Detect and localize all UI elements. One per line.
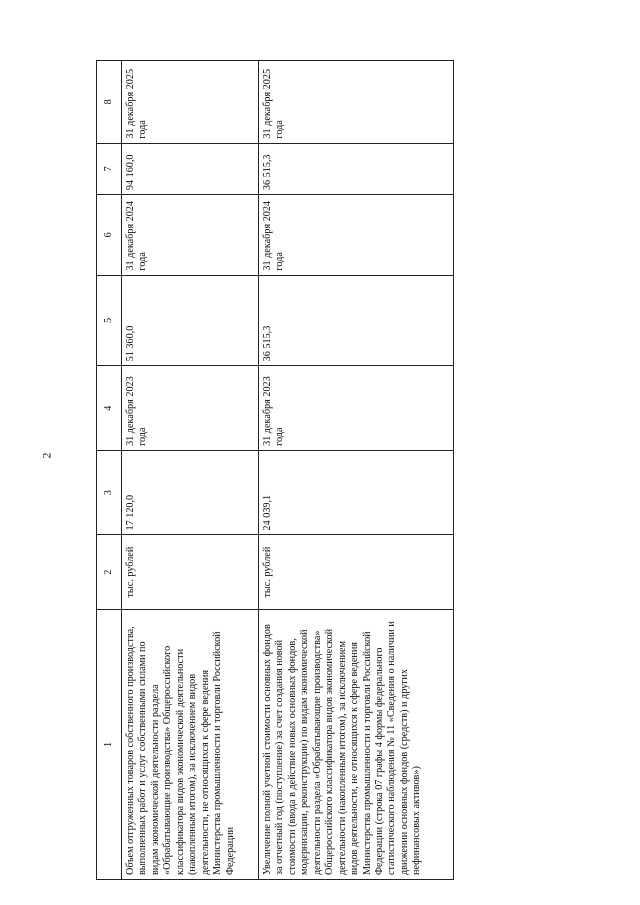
indicator-description: Объем отгруженных товаров собственного производства, выполненных работ и услуг собственными силами по видам экономической деятельности раздела «Обрабатывающие производства» Общероссийского классификатора видов экономической деятельности (накопленным итогом), за исключением видов деятельности, не относящихся к сфере ведения Министерства промышленности и торговли Российской Федерации (122, 609, 259, 879)
table-row (122, 61, 259, 880)
column-number: 7 (97, 143, 122, 195)
date-cell: 31 декабря 2023 года (122, 366, 259, 451)
value-cell: 51 360,0 (122, 275, 259, 366)
column-number: 1 (97, 609, 122, 879)
column-number: 8 (97, 61, 122, 144)
column-number: 5 (97, 275, 122, 366)
value-cell: 36 515,3 (259, 275, 454, 366)
table-row (259, 61, 454, 880)
indicators-table (96, 60, 454, 880)
date-cell: 31 декабря 2023 года (259, 366, 454, 451)
unit-cell: тыс. рублей (122, 535, 259, 609)
date-cell: 31 декабря 2025 года (259, 61, 454, 144)
column-number: 4 (97, 366, 122, 451)
value-cell: 36 515,3 (259, 143, 454, 195)
column-number: 6 (97, 195, 122, 275)
value-cell: 94 160,0 (122, 143, 259, 195)
page-number: 2 (39, 452, 54, 459)
indicator-description: Увеличение полной учетной стоимости основных фондов за отчетный год (поступление) за счет создания новой стоимости (ввода в действие новых основных фондов, модернизации, реконструкции) по видам экономической деятельности раздела «Обрабатывающие производства» Общероссийского классификатора видов экономической деятельности (накопленным итогом), за исключением видов деятельности, не относящихся к сфере ведения Министерства промышленности и торговли Российской Федерации (строка 07 графы 4 формы федерального статистического наблюдения № 11 «Сведения о наличии и движении основных фондов (средств) и других нефинансовых активов») (259, 609, 454, 879)
rotated-table-container (96, 60, 444, 880)
value-cell: 17 120,0 (122, 450, 259, 535)
column-number: 3 (97, 450, 122, 535)
table-header-row (97, 61, 122, 880)
value-cell: 24 039,1 (259, 450, 454, 535)
date-cell: 31 декабря 2024 года (259, 195, 454, 275)
date-cell: 31 декабря 2025 года (122, 61, 259, 144)
date-cell: 31 декабря 2024 года (122, 195, 259, 275)
unit-cell: тыс. рублей (259, 535, 454, 609)
column-number: 2 (97, 535, 122, 609)
rotated-table-frame (96, 60, 444, 880)
